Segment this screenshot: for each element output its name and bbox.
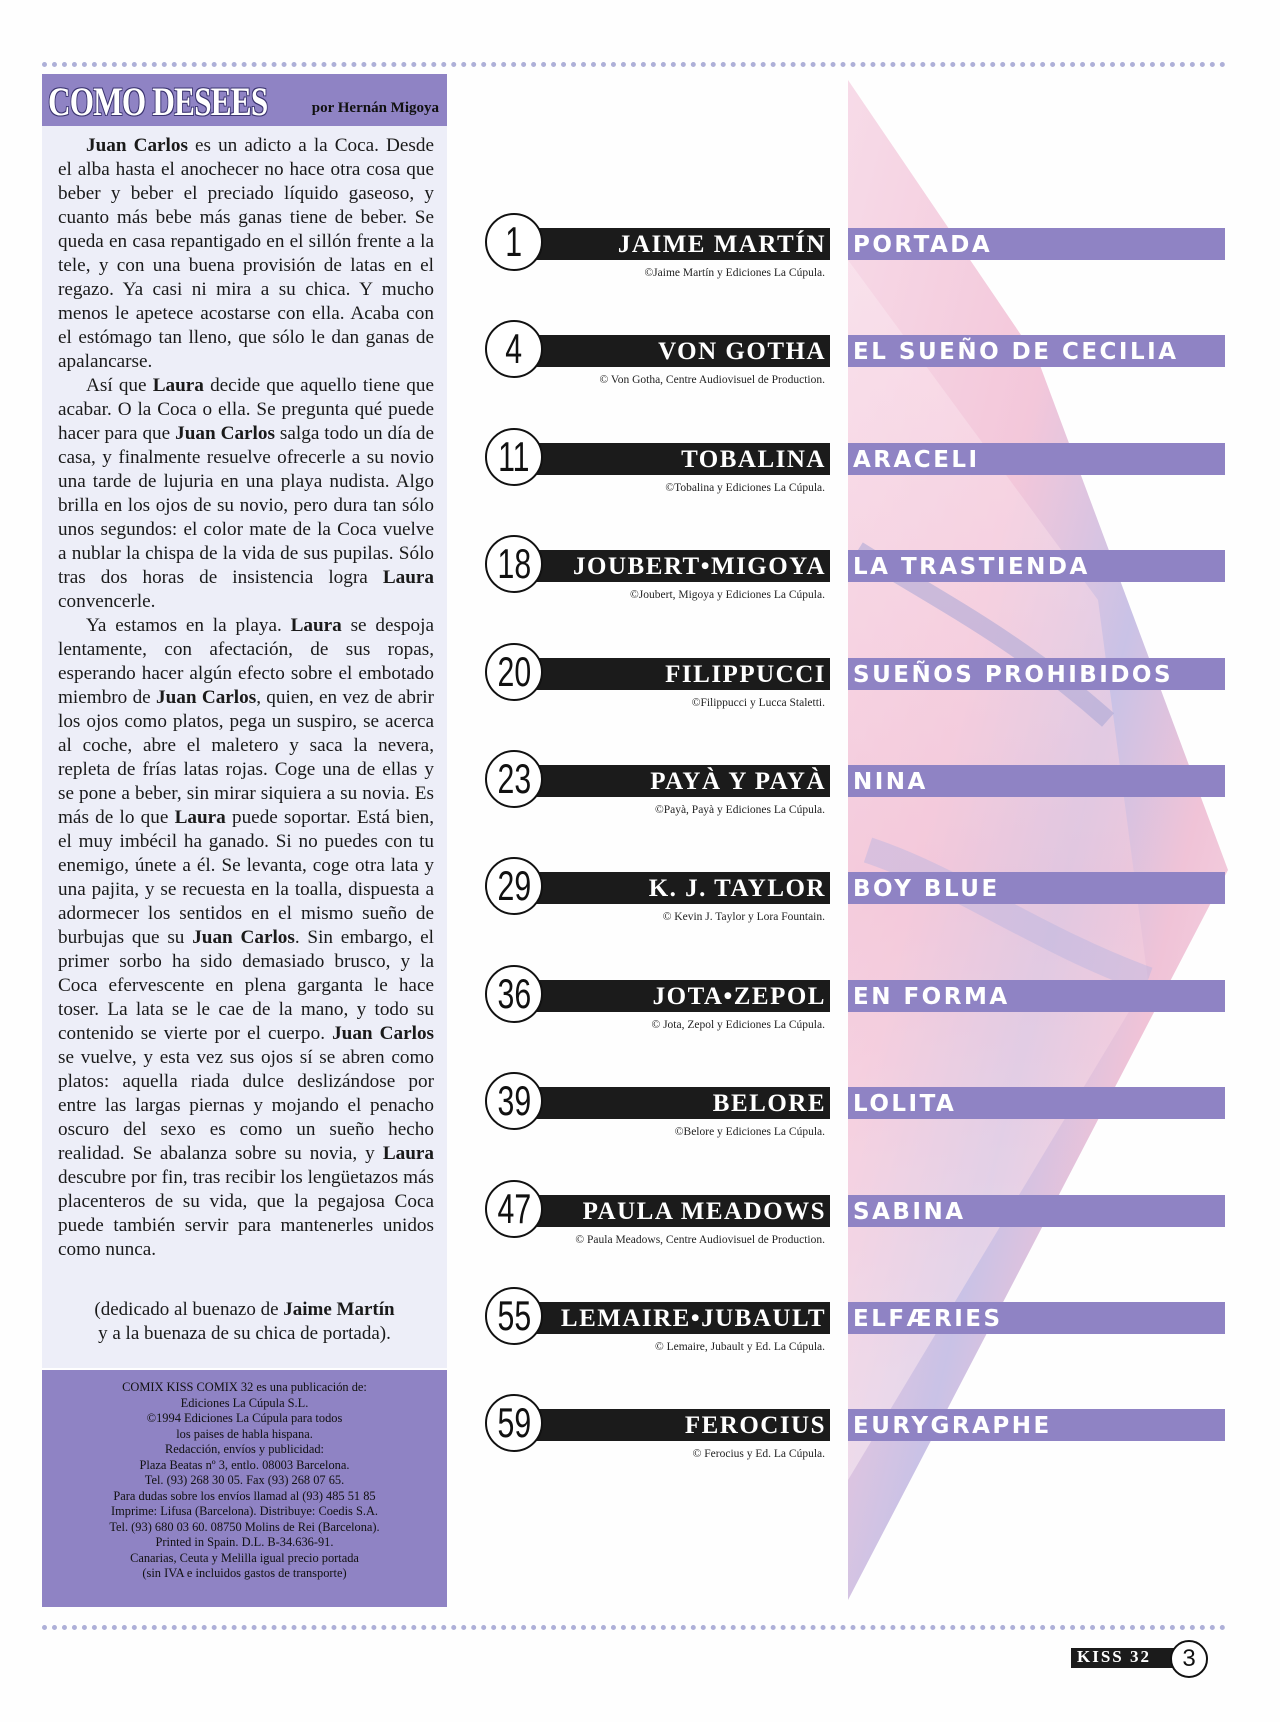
entry-title: PORTADA — [853, 232, 993, 258]
entry-title: EURYGRAPHE — [853, 1413, 1052, 1440]
contents-entry — [485, 1180, 1225, 1260]
contents-entry — [485, 1287, 1225, 1367]
story-name-bold: Laura — [382, 567, 434, 588]
story-name-bold: Juan Carlos — [192, 927, 295, 948]
credits-line: Printed in Spain. D.L. B-34.636-91. — [155, 1535, 334, 1549]
entry-page-number: 11 — [498, 432, 530, 480]
contents-entry — [485, 213, 1225, 293]
dedication — [42, 1298, 447, 1346]
contents-entry — [485, 428, 1225, 508]
story-text: Así que — [86, 375, 153, 396]
entry-title: SABINA — [853, 1198, 966, 1225]
story-text: es un adicto a la Coca. Desde el alba hasta el anochecer no hace otra cosa que beber y beber el preciado líquido gaseoso, y cuanto más bebe más ganas tiene de beber. Se queda en casa repantigado en el sillón frente a la tele, y con una buena provisión de latas en el regazo. Ya casi ni mira a su chica. Y mucho menos le apetece acostarse con ella. Acaba con el estómago tan lleno, que sólo le dan ganas de apalancarse. — [58, 135, 434, 372]
page-number-circle — [485, 857, 543, 915]
story-title: COMO DESEES — [48, 79, 268, 124]
title-bar — [848, 1409, 1225, 1441]
author-bar — [515, 980, 830, 1012]
contents-entry — [485, 535, 1225, 615]
story-text: salga todo un día de casa, y finalmente resuelve ofrecerle a su novio una tarde de lujuria en una playa nudista. Algo brilla en los ojos de su novio, pero dura tan sólo unos segundos: el color mate de la Coca vuelve a nublar la chispa de la vida de sus pupilas. Sólo tras dos horas de insistencia logra — [58, 423, 434, 588]
entry-page-number: 4 — [505, 325, 523, 373]
author-bar — [515, 335, 830, 367]
page-number-circle — [485, 643, 543, 701]
entry-title: NINA — [853, 769, 928, 795]
publication-credits-box — [42, 1370, 447, 1607]
page-number-badge — [1170, 1640, 1208, 1678]
story-paragraph — [58, 374, 434, 614]
entry-credit: ©Belore y Ediciones La Cúpula. — [674, 1126, 825, 1139]
entry-author: JAIME MARTÍN — [617, 231, 826, 258]
entry-title: ARACELI — [853, 446, 980, 473]
contents-entry — [485, 320, 1225, 400]
page-number-circle — [485, 428, 543, 486]
contents-entry — [485, 750, 1225, 830]
credits-line: Imprime: Lifusa (Barcelona). Distribuye: Coedis S.A. — [110, 1504, 379, 1518]
entry-author: LEMAIRE•JUBAULT — [560, 1305, 826, 1332]
entry-page-number: 20 — [497, 647, 531, 695]
page-number-circle — [485, 1180, 543, 1238]
credits-line: Tel. (93) 268 30 05. Fax (93) 268 07 65. — [144, 1473, 345, 1487]
dedication-name: Jaime Martín — [283, 1299, 395, 1320]
title-bar — [848, 335, 1225, 367]
credits-line: Redacción, envíos y publicidad: — [165, 1442, 324, 1456]
author-bar — [515, 658, 830, 690]
entry-credit: © Lemaire, Jubault y Ed. La Cúpula. — [654, 1341, 825, 1353]
author-bar — [515, 550, 830, 582]
entry-author: FILIPPUCCI — [665, 660, 826, 688]
entry-title: LA TRASTIENDA — [853, 554, 1090, 581]
credits-line: ©1994 Ediciones La Cúpula para todos — [146, 1411, 343, 1425]
story-name-bold: Juan Carlos — [156, 687, 257, 708]
story-text: se vuelve, y esta vez sus ojos sí se abren como platos: aquella riada dulce deslizándose por entre las largas piernas y mojando el penacho oscuro del sexo es como un sueño hecho realidad. Se abalanza sobre su novia, y — [58, 1047, 434, 1164]
story-text: decide que aquello tiene que acabar. O la Coca o ella. Se pregunta qué puede hacer para que — [58, 375, 434, 444]
story-name-bold: Juan Carlos — [332, 1023, 435, 1044]
story-name-bold: Juan Carlos — [86, 135, 188, 156]
author-bar — [515, 1409, 830, 1441]
credits-line: Ediciones La Cúpula S.L. — [180, 1395, 309, 1410]
entry-credit: ©Payà, Payà y Ediciones La Cúpula. — [654, 804, 825, 816]
author-bar — [515, 1302, 830, 1334]
page-number-circle — [485, 213, 543, 271]
page-number-circle — [485, 965, 543, 1023]
contents-entry — [485, 643, 1225, 723]
bottom-dotted-rule — [42, 1625, 1226, 1630]
entry-credit: © Jota, Zepol y Ediciones La Cúpula. — [651, 1018, 825, 1031]
story-name-bold: Laura — [382, 1143, 434, 1164]
entry-title: LOLITA — [853, 1091, 957, 1118]
dedication-text: (dedicado al buenazo de — [94, 1299, 284, 1320]
credits-line: Plaza Beatas nº 3, entlo. 08003 Barcelona. — [139, 1457, 350, 1472]
entry-author: TOBALINA — [681, 445, 826, 473]
story-column — [42, 74, 447, 1368]
title-bar — [848, 765, 1225, 797]
author-bar — [515, 765, 830, 797]
title-bar — [848, 1195, 1225, 1227]
decorative-prism-graphic — [848, 80, 1228, 1600]
entry-credit: © Kevin J. Taylor y Lora Fountain. — [662, 911, 825, 924]
page-number: 3 — [1182, 1645, 1196, 1672]
credits-line: los paises de habla hispana. — [176, 1426, 313, 1441]
entry-title: SUEÑOS PROHIBIDOS — [853, 661, 1174, 688]
title-bar — [848, 1087, 1225, 1119]
dedication-text-line2: y a la buenaza de su chica de portada). — [98, 1323, 391, 1344]
author-bar — [515, 228, 830, 260]
entry-title: EL SUEÑO DE CECILIA — [853, 339, 1179, 366]
top-dotted-rule — [42, 62, 1226, 67]
story-paragraph — [58, 614, 434, 1262]
contents-entry — [485, 965, 1225, 1045]
title-bar — [848, 658, 1225, 690]
entry-credit: © Paula Meadows, Centre Audiovisuel de Production. — [575, 1233, 825, 1246]
entry-author: PAYÀ Y PAYÀ — [650, 768, 826, 795]
entry-credit: ©Joubert, Migoya y Ediciones La Cúpula. — [630, 589, 825, 602]
story-name-bold: Laura — [290, 615, 342, 636]
author-bar — [515, 1087, 830, 1119]
story-byline: por Hernán Migoya — [311, 100, 439, 116]
contents-entry — [485, 1394, 1225, 1474]
magazine-logo-text: KISS 32 — [1077, 1647, 1151, 1666]
entry-page-number: 59 — [497, 1399, 531, 1447]
author-bar — [515, 443, 830, 475]
entry-author: VON GOTHA — [658, 338, 826, 366]
page-number-circle — [485, 750, 543, 808]
story-body — [58, 134, 434, 1262]
page-number-circle — [485, 1394, 543, 1452]
title-bar — [848, 1302, 1225, 1334]
story-text: puede soportar. Está bien, el muy imbécil ha ganado. Si no puedes con tu enemigo, únete a él. Se levanta, coge otra lata y una pajita, y se recuesta en la toalla, dispuesta a adormecer los sentidos en el mismo sueño de burbujas que su — [58, 807, 434, 948]
credits-line: (sin IVA e incluidos gastos de transporte) — [142, 1566, 347, 1580]
story-text: convencerle. — [58, 591, 156, 612]
credits-line: Para dudas sobre los envíos llamad al (93) 485 51 85 — [113, 1488, 376, 1503]
page-number-circle — [485, 1072, 543, 1130]
entry-credit: ©Filippucci y Lucca Staletti. — [691, 696, 825, 709]
entry-page-number: 18 — [497, 540, 531, 588]
contents-entry — [485, 1072, 1225, 1152]
page-number-circle — [485, 535, 543, 593]
magazine-logo — [1071, 1648, 1175, 1668]
contents-entry — [485, 857, 1225, 937]
story-name-bold: Laura — [152, 375, 204, 396]
story-name-bold: Juan Carlos — [175, 423, 275, 444]
entry-author: BELORE — [712, 1090, 826, 1118]
publication-credits-text — [62, 1380, 427, 1582]
story-text: , quien, en vez de abrir los ojos como platos, pega un suspiro, se acerca al coche, abre el maletero y saca la nevera, repleta de frías latas rojas. Coge una de ellas y se pone a beber, sin mirar siquiera a su novia. Es más de lo que — [58, 687, 435, 828]
story-header — [42, 74, 447, 126]
title-bar — [848, 443, 1225, 475]
title-bar — [848, 980, 1225, 1012]
story-text: . Sin embargo, el primer sorbo ha sido demasiado brusco, y la Coca efervescente en plena garganta le hace toser. La lata se le cae de la mano, y todo su contenido se vierte por el cuerpo. — [58, 927, 435, 1044]
entry-author: PAULA MEADOWS — [582, 1197, 826, 1225]
entry-author: K. J. TAYLOR — [648, 875, 826, 903]
entry-credit: ©Jaime Martín y Ediciones La Cúpula. — [644, 267, 825, 279]
entry-author: FEROCIUS — [684, 1412, 826, 1440]
author-bar — [515, 1195, 830, 1227]
entry-author: JOUBERT•MIGOYA — [573, 553, 826, 581]
entry-page-number: 23 — [497, 755, 531, 802]
page-number-circle — [485, 1287, 543, 1345]
story-text: descubre por fin, tras recibir los lengüetazos más placenteros de su vida, que la pegajosa Coca puede también servir para mantenerles unidos como nunca. — [58, 1167, 434, 1260]
author-bar — [515, 872, 830, 904]
entry-author: JOTA•ZEPOL — [652, 982, 826, 1010]
entry-credit: © Ferocius y Ed. La Cúpula. — [692, 1448, 825, 1461]
credits-line: Tel. (93) 680 03 60. 08750 Molins de Rei (Barcelona). — [109, 1519, 380, 1534]
entry-page-number: 36 — [497, 969, 531, 1017]
entry-page-number: 47 — [497, 1184, 531, 1232]
entry-title: EN FORMA — [853, 983, 1010, 1010]
entry-page-number: 1 — [505, 218, 523, 265]
entry-page-number: 39 — [497, 1077, 531, 1125]
entry-page-number: 29 — [497, 862, 531, 910]
story-paragraph — [58, 134, 434, 374]
story-text: se despoja lentamente, con afectación, de sus ropas, esperando hacer algún efecto sobre el embotado miembro de — [58, 615, 434, 708]
credits-line: Canarias, Ceuta y Melilla igual precio portada — [130, 1550, 359, 1565]
entry-title: BOY BLUE — [853, 876, 1000, 903]
story-name-bold: Laura — [174, 807, 226, 828]
title-bar — [848, 872, 1225, 904]
entry-page-number: 55 — [497, 1292, 531, 1339]
credits-line: COMIX KISS COMIX 32 es una publicación de: — [122, 1380, 367, 1394]
entry-title: ELFÆRIES — [853, 1306, 1003, 1332]
entry-credit: © Von Gotha, Centre Audiovisuel de Production. — [599, 374, 825, 387]
entry-credit: ©Tobalina y Ediciones La Cúpula. — [665, 481, 825, 494]
title-bar — [848, 550, 1225, 582]
story-text: Ya estamos en la playa. — [86, 615, 291, 636]
page-number-circle — [485, 320, 543, 378]
title-bar — [848, 228, 1225, 260]
